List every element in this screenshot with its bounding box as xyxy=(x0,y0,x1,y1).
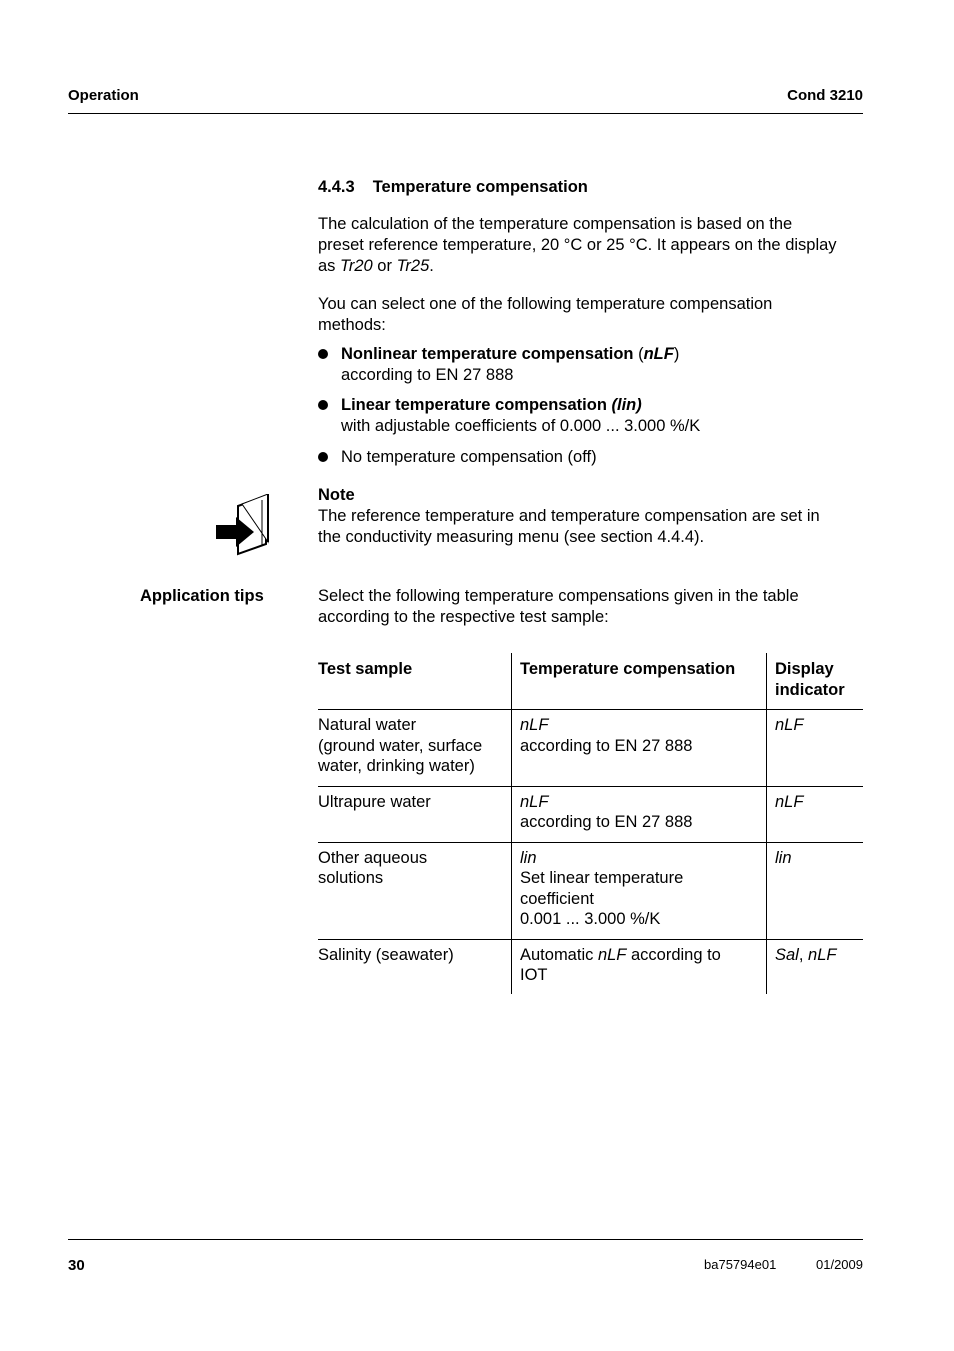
intro-line: preset reference temperature, 20 °C or 25 °C. It appears on the display xyxy=(318,236,837,254)
bullet-none: No temperature compensation (off) xyxy=(341,448,597,466)
table-cell: Natural water (ground water, surface water, drinking water) xyxy=(318,710,512,787)
table-cell: nLF according to EN 27 888 xyxy=(512,786,767,842)
header-left: Operation xyxy=(68,87,139,104)
application-tips-label: Application tips xyxy=(140,587,264,605)
section-heading xyxy=(318,178,588,197)
table-cell: Other aqueous solutions xyxy=(318,842,512,939)
bullet-icon xyxy=(318,349,328,359)
table-header: Test sample xyxy=(318,660,413,678)
table-row xyxy=(318,710,863,787)
intro-line: The calculation of the temperature compensation is based on the xyxy=(318,215,793,233)
table-cell: nLF xyxy=(767,710,864,787)
table-cell: nLF xyxy=(767,786,864,842)
application-tips-text: Select the following temperature compensations given in the table according to the respective test sample: xyxy=(318,587,799,626)
book-arrow-icon xyxy=(216,494,272,556)
footer-rule xyxy=(68,1239,863,1240)
table-cell: lin Set linear temperature coefficient 0.001 ... 3.000 %/K xyxy=(512,842,767,939)
section-title: Temperature compensation xyxy=(372,178,588,196)
note-line: The reference temperature and temperature compensation are set in xyxy=(318,507,820,525)
section-number: 4.4.3 xyxy=(318,178,355,196)
table-cell: nLF according to EN 27 888 xyxy=(512,710,767,787)
table-header: Temperature compensation xyxy=(512,653,767,710)
intro-line: You can select one of the following temperature compensation xyxy=(318,295,773,313)
header-right: Cond 3210 xyxy=(787,87,863,104)
table-row xyxy=(318,939,863,994)
note-line: the conductivity measuring menu (see section 4.4.4). xyxy=(318,528,705,546)
intro-paragraph-1 xyxy=(318,214,878,277)
table-cell: Automatic nLF according to IOT xyxy=(512,939,767,994)
table-cell: Sal, nLF xyxy=(767,939,864,994)
bullet-icon xyxy=(318,400,328,410)
header-rule xyxy=(68,113,863,114)
table-header: Display indicator xyxy=(767,653,864,710)
table-cell: lin xyxy=(767,842,864,939)
table-row xyxy=(318,842,863,939)
bullet-nonlinear: Nonlinear temperature compensation (nLF) according to EN 27 888 xyxy=(341,345,680,384)
table-cell: Ultrapure water xyxy=(318,786,512,842)
table-row xyxy=(318,786,863,842)
intro-line: as Tr20 or Tr25. xyxy=(318,257,434,275)
doc-date: 01/2009 xyxy=(816,1257,863,1272)
note-title: Note xyxy=(318,486,355,504)
compensation-table xyxy=(318,653,863,994)
intro-line: methods: xyxy=(318,316,386,334)
doc-id: ba75794e01 xyxy=(704,1257,777,1272)
bullet-linear: Linear temperature compensation (lin) with adjustable coefficients of 0.000 ... 3.000 %/K xyxy=(341,396,701,435)
table-header-row xyxy=(318,653,863,710)
table-cell: Salinity (seawater) xyxy=(318,939,512,994)
intro-paragraph-2 xyxy=(318,294,878,336)
note-block xyxy=(318,485,878,548)
bullet-icon xyxy=(318,452,328,462)
page-number: 30 xyxy=(68,1257,85,1274)
